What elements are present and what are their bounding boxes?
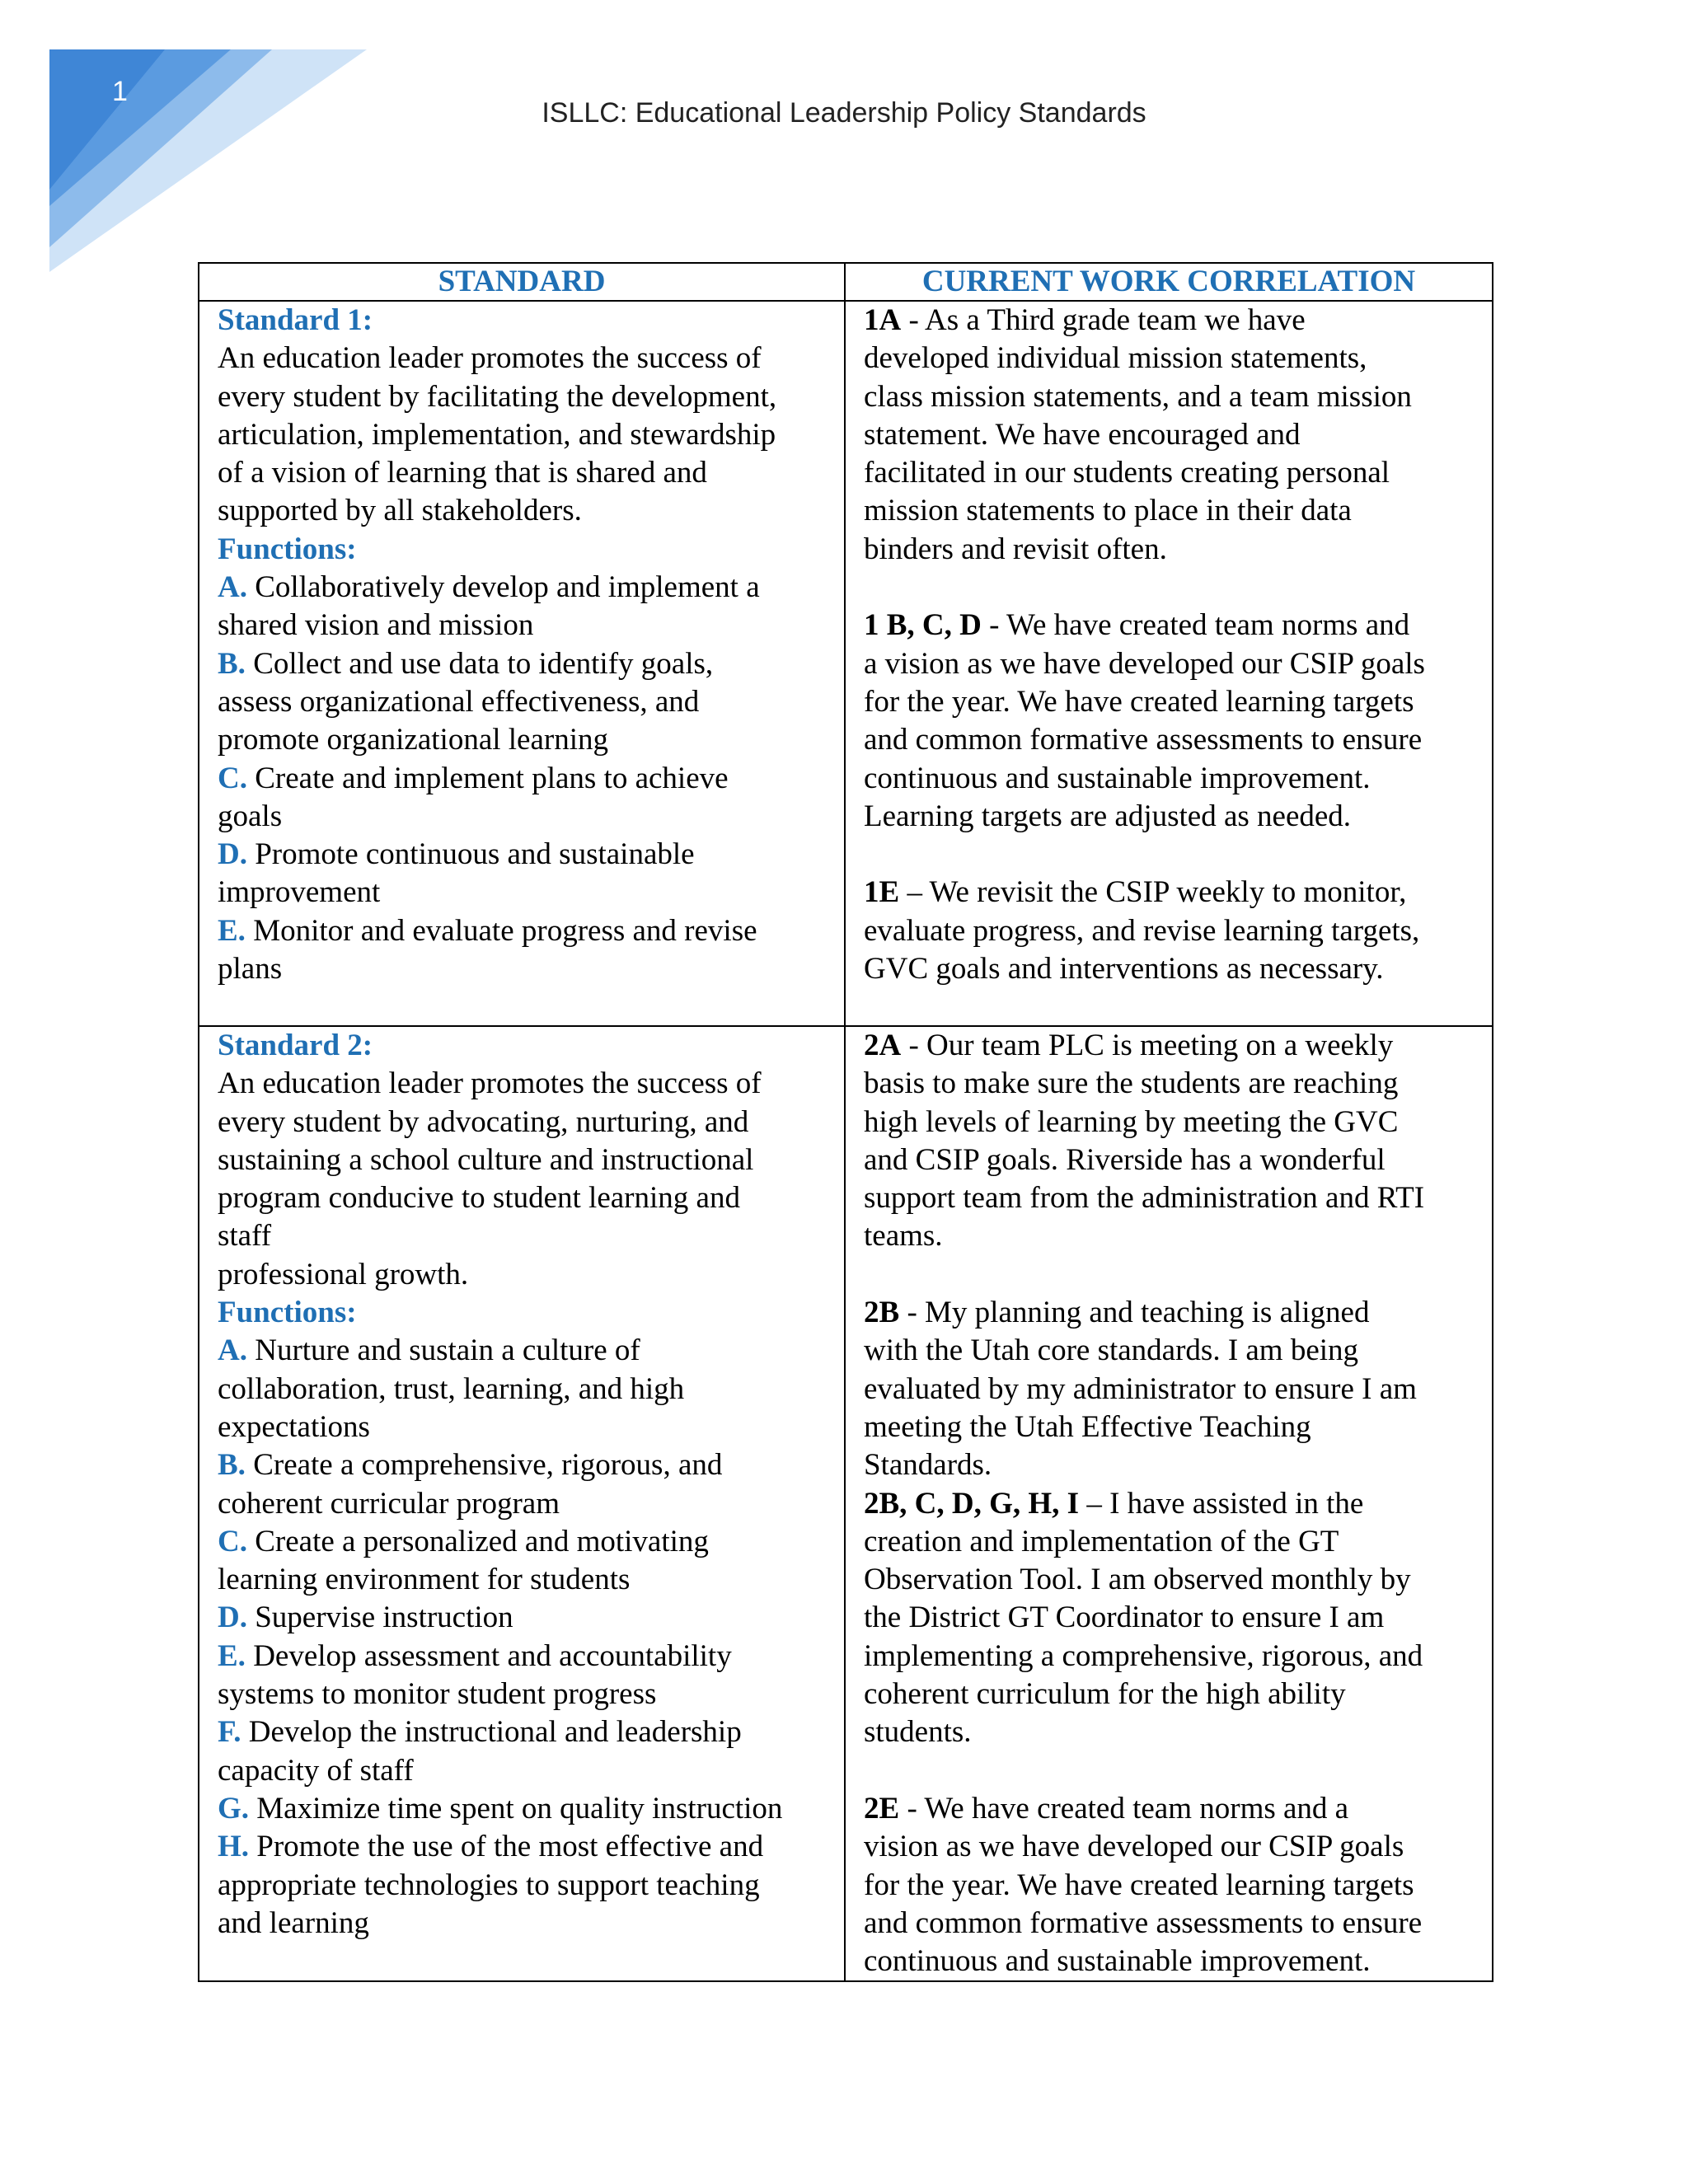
header-standard: STANDARD — [199, 263, 845, 301]
function-line: coherent curricular program — [218, 1486, 560, 1521]
correlation-item: 2A - Our team PLC is meeting on a weekly — [864, 1029, 1394, 1062]
standard-1-cell — [199, 301, 845, 1026]
standards-table — [198, 262, 1493, 1982]
table-header-row — [199, 263, 1493, 301]
correlation-line: basis to make sure the students are reaching — [864, 1066, 1399, 1101]
function-letter: C. — [218, 1524, 247, 1558]
correlation-1-cell — [845, 301, 1493, 1026]
function-item: B. Collect and use data to identify goals, — [218, 646, 714, 681]
correlation-line: implementing a comprehensive, rigorous, and — [864, 1638, 1423, 1673]
function-line: collaboration, trust, learning, and high — [218, 1371, 685, 1406]
correlation-line: Learning targets are adjusted as needed. — [864, 799, 1352, 833]
description-line: sustaining a school culture and instructional — [218, 1142, 754, 1177]
function-item: F. Develop the instructional and leadership — [218, 1715, 742, 1750]
description-line: staff — [218, 1219, 272, 1254]
correlation-label: 2B — [864, 1296, 900, 1330]
description-line: supported by all stakeholders. — [218, 494, 582, 528]
function-line: capacity of staff — [218, 1753, 414, 1788]
function-item: H. Promote the use of the most effective and — [218, 1830, 764, 1864]
description-line: program conducive to student learning and — [218, 1181, 740, 1216]
corner-decoration — [0, 0, 379, 280]
description-line: articulation, implementation, and stewardship — [218, 417, 776, 452]
correlation-line: with the Utah core standards. I am being — [864, 1333, 1359, 1368]
function-line: plans — [218, 952, 283, 987]
function-item: A. Collaboratively develop and implement a — [218, 570, 760, 605]
function-line: and learning — [218, 1905, 369, 1940]
function-item: C. Create a personalized and motivating — [218, 1524, 709, 1558]
correlation-line: students. — [864, 1715, 972, 1750]
correlation-line: high levels of learning by meeting the GVC — [864, 1104, 1399, 1139]
function-line: goals — [218, 799, 283, 833]
function-item: C. Create and implement plans to achieve — [218, 761, 729, 795]
correlation-label: 1 B, C, D — [864, 608, 982, 643]
function-letter: E. — [218, 1638, 246, 1673]
standard-2-cell — [199, 1026, 845, 1981]
table-row — [199, 1026, 1493, 1981]
correlation-line: evaluated by my administrator to ensure I am — [864, 1371, 1417, 1406]
correlation-line: continuous and sustainable improvement. — [864, 761, 1371, 795]
correlation-item: 2B - My planning and teaching is aligned — [864, 1296, 1370, 1330]
page-number: 1 — [112, 76, 128, 107]
function-line: expectations — [218, 1409, 370, 1444]
function-item: D. Supervise instruction — [218, 1601, 513, 1635]
correlation-item: 1E – We revisit the CSIP weekly to monitor, — [864, 875, 1407, 910]
correlation-line: coherent curriculum for the high ability — [864, 1677, 1346, 1712]
correlation-label: 1A — [864, 303, 902, 337]
function-letter: B. — [218, 646, 246, 681]
function-line: systems to monitor student progress — [218, 1677, 657, 1712]
description-line: of a vision of learning that is shared and — [218, 456, 707, 490]
description-line: An education leader promotes the success of — [218, 1066, 762, 1101]
correlation-label: 2B, C, D, G, H, I — [864, 1486, 1080, 1521]
correlation-label: 2A — [864, 1029, 902, 1062]
correlation-line: for the year. We have created learning targets — [864, 684, 1414, 719]
function-letter: D. — [218, 837, 247, 872]
correlation-line: for the year. We have created learning targets — [864, 1868, 1414, 1902]
function-item: B. Create a comprehensive, rigorous, and — [218, 1448, 723, 1483]
correlation-line: support team from the administration and RTI — [864, 1181, 1425, 1216]
standard-1-heading: Standard 1: — [218, 303, 373, 337]
functions-heading: Functions: — [218, 1296, 357, 1330]
functions-heading: Functions: — [218, 532, 357, 566]
function-letter: G. — [218, 1791, 250, 1825]
function-letter: A. — [218, 1333, 247, 1368]
function-letter: H. — [218, 1830, 250, 1864]
correlation-label: 2E — [864, 1791, 900, 1825]
function-line: improvement — [218, 875, 381, 910]
description-line: professional growth. — [218, 1257, 469, 1291]
description-line: every student by advocating, nurturing, and — [218, 1104, 749, 1139]
correlation-line: vision as we have developed our CSIP goals — [864, 1830, 1404, 1864]
header-current-work-correlation: CURRENT WORK CORRELATION — [845, 263, 1493, 301]
function-line: assess organizational effectiveness, and — [218, 684, 700, 719]
standard-2-heading: Standard 2: — [218, 1029, 373, 1062]
function-letter: F. — [218, 1715, 241, 1750]
correlation-item: 1A - As a Third grade team we have — [864, 303, 1306, 337]
correlation-label: 1E — [864, 875, 900, 910]
correlation-line: developed individual mission statements, — [864, 341, 1367, 376]
correlation-line: continuous and sustainable improvement. — [864, 1944, 1371, 1979]
function-line: learning environment for students — [218, 1563, 631, 1597]
correlation-item: 2E - We have created team norms and a — [864, 1791, 1349, 1825]
function-item: D. Promote continuous and sustainable — [218, 837, 695, 872]
correlation-line: a vision as we have developed our CSIP goals — [864, 646, 1425, 681]
function-letter: E. — [218, 913, 246, 948]
correlation-item: 2B, C, D, G, H, I – I have assisted in the — [864, 1486, 1364, 1521]
function-line: promote organizational learning — [218, 723, 608, 757]
function-line: shared vision and mission — [218, 608, 534, 643]
description-line: An education leader promotes the success of — [218, 341, 762, 376]
correlation-line: mission statements to place in their data — [864, 494, 1352, 528]
correlation-item: 1 B, C, D - We have created team norms and — [864, 608, 1410, 643]
function-letter: A. — [218, 570, 247, 605]
function-line: appropriate technologies to support teaching — [218, 1868, 760, 1902]
document-title: ISLLC: Educational Leadership Policy Standards — [542, 97, 1146, 129]
description-line: every student by facilitating the development, — [218, 379, 777, 414]
correlation-line: Observation Tool. I am observed monthly by — [864, 1563, 1411, 1597]
correlation-line: and common formative assessments to ensure — [864, 1905, 1423, 1940]
correlation-line: statement. We have encouraged and — [864, 417, 1301, 452]
correlation-line: class mission statements, and a team mission — [864, 379, 1412, 414]
correlation-line: and common formative assessments to ensure — [864, 723, 1423, 757]
correlation-line: the District GT Coordinator to ensure I am — [864, 1601, 1385, 1635]
function-item: G. Maximize time spent on quality instruction — [218, 1791, 783, 1825]
correlation-line: meeting the Utah Effective Teaching — [864, 1409, 1311, 1444]
correlation-line: and CSIP goals. Riverside has a wonderful — [864, 1142, 1386, 1177]
correlation-line: Standards. — [864, 1448, 992, 1483]
function-letter: C. — [218, 761, 247, 795]
function-item: E. Monitor and evaluate progress and revise — [218, 913, 757, 948]
function-item: A. Nurture and sustain a culture of — [218, 1333, 640, 1368]
correlation-line: creation and implementation of the GT — [864, 1524, 1339, 1558]
function-letter: B. — [218, 1448, 246, 1483]
function-item: E. Develop assessment and accountability — [218, 1638, 732, 1673]
correlation-line: facilitated in our students creating personal — [864, 456, 1390, 490]
table-row — [199, 301, 1493, 1026]
correlation-line: evaluate progress, and revise learning targets, — [864, 913, 1420, 948]
correlation-2-cell — [845, 1026, 1493, 1981]
correlation-line: teams. — [864, 1219, 943, 1254]
correlation-line: GVC goals and interventions as necessary. — [864, 952, 1384, 987]
function-letter: D. — [218, 1601, 247, 1635]
correlation-line: binders and revisit often. — [864, 532, 1167, 566]
